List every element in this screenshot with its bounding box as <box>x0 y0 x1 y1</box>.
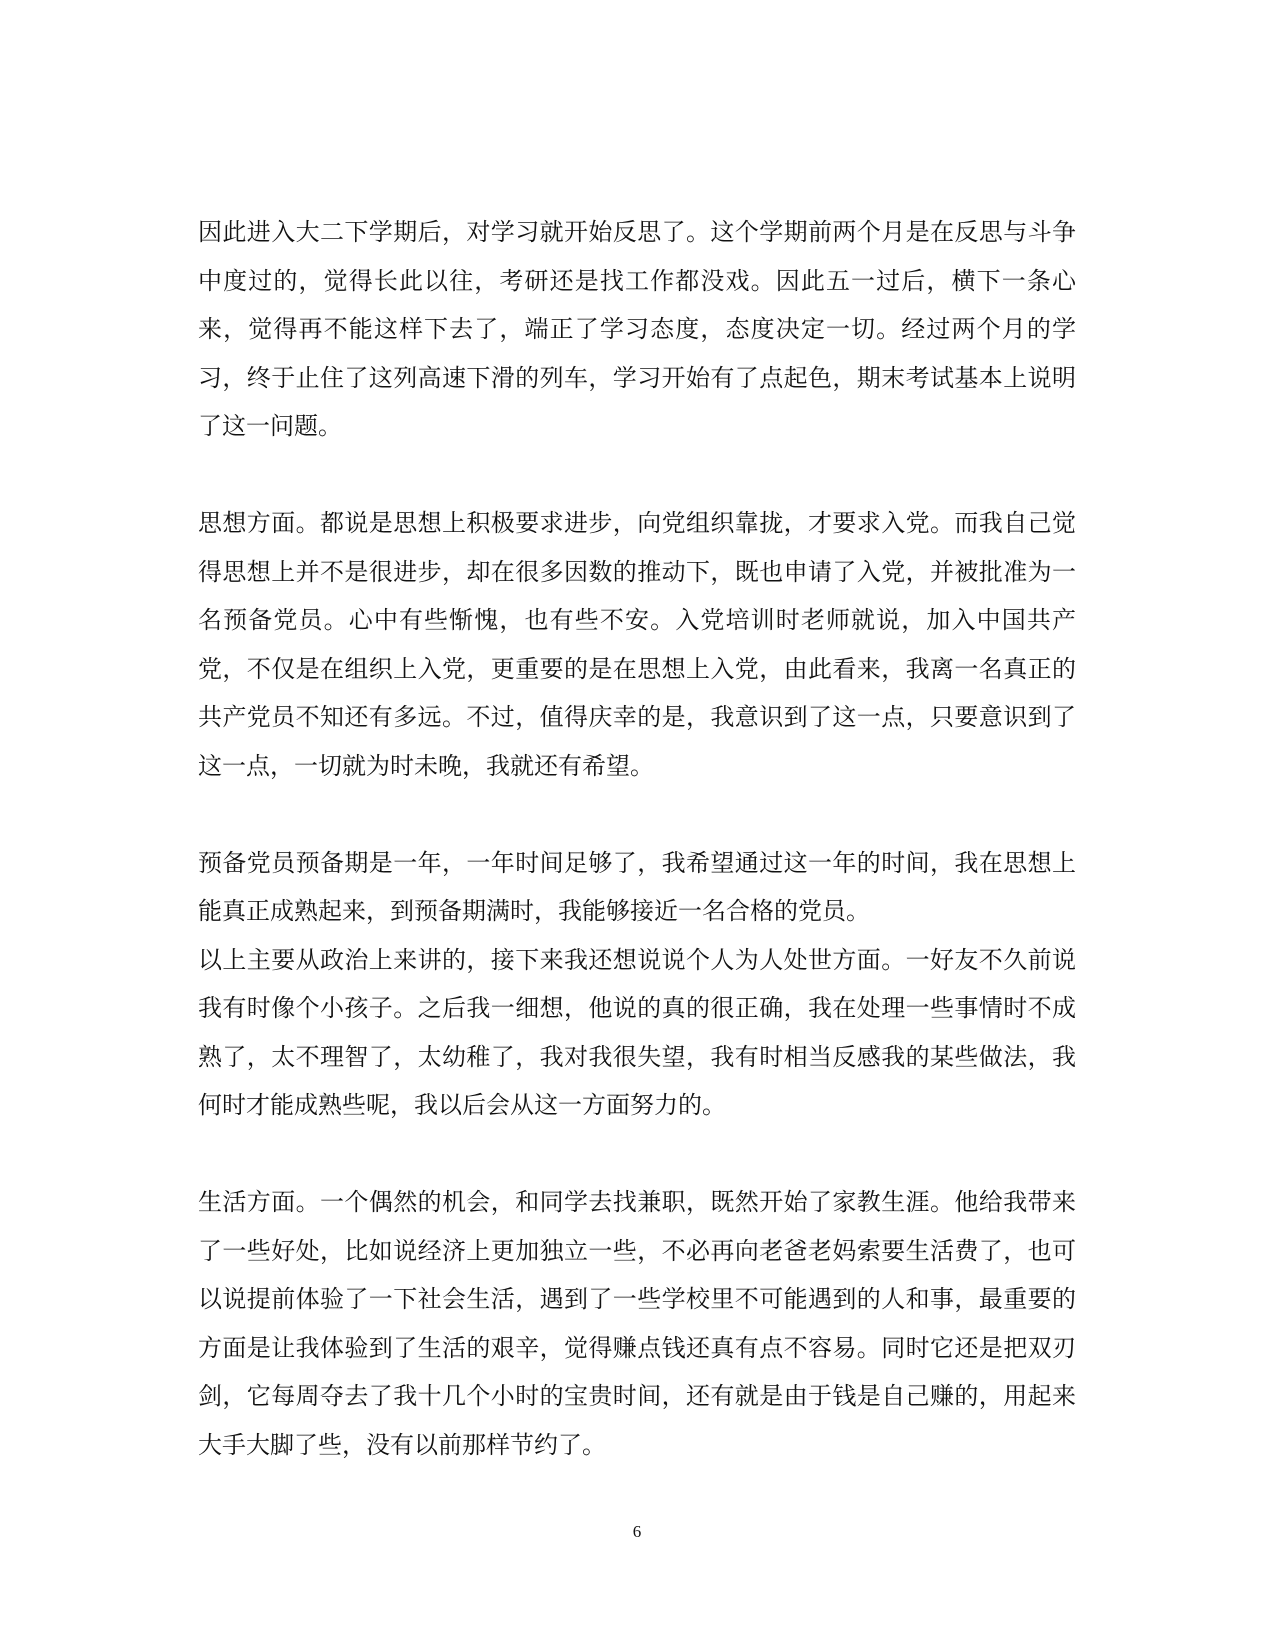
paragraph-probation: 预备党员预备期是一年，一年时间足够了，我希望通过这一年的时间，我在思想上能真正成熟起来，到预备期满时，我能够接近一名合格的党员。 <box>198 848 1076 925</box>
paragraph-life: 生活方面。一个偶然的机会，和同学去找兼职，既然开始了家教生涯。他给我带来了一些好处，比如说经济上更加独立一些，不必再向老爸老妈索要生活费了，也可以说提前体验了一下社会生活，遇到了一些学校里不可能遇到的人和事，最重要的方面是让我体验到了生活的艰辛，觉得赚点钱还真有点不容易。同时它还是把双刃剑，它每周夺去了我十几个小时的宝贵时间，还有就是由于钱是自己赚的，用起来大手大脚了些，没有以前那样节约了。 <box>198 1188 1076 1459</box>
paragraph-personal-conduct: 以上主要从政治上来讲的，接下来我还想说说个人为人处世方面。一好友不久前说我有时像个小孩子。之后我一细想，他说的真的很正确，我在处理一些事情时不成熟了，太不理智了，太幼稚了，我对我很失望，我有时相当反感我的某些做法，我何时才能成熟些呢，我以后会从这一方面努力的。 <box>198 945 1076 1119</box>
page-number: 6 <box>632 1522 642 1541</box>
paragraph-thought: 思想方面。都说是思想上积极要求进步，向党组织靠拢，才要求入党。而我自己觉得思想上并不是很进步，却在很多因数的推动下，既也申请了入党，并被批准为一名预备党员。心中有些惭愧，也有些不安。入党培训时老师就说，加入中国共产党，不仅是在组织上入党，更重要的是在思想上入党，由此看来，我离一名真正的共产党员不知还有多远。不过，值得庆幸的是，我意识到了这一点，只要意识到了这一点，一切就为时未晚，我就还有希望。 <box>198 509 1076 780</box>
paragraph-study-reflection: 因此进入大二下学期后，对学习就开始反思了。这个学期前两个月是在反思与斗争中度过的，觉得长此以往，考研还是找工作都没戏。因此五一过后，横下一条心来，觉得再不能这样下去了，端正了学习态度，态度决定一切。经过两个月的学习，终于止住了这列高速下滑的列车，学习开始有了点起色，期末考试基本上说明了这一问题。 <box>198 218 1076 440</box>
document-body <box>198 208 1076 1469</box>
